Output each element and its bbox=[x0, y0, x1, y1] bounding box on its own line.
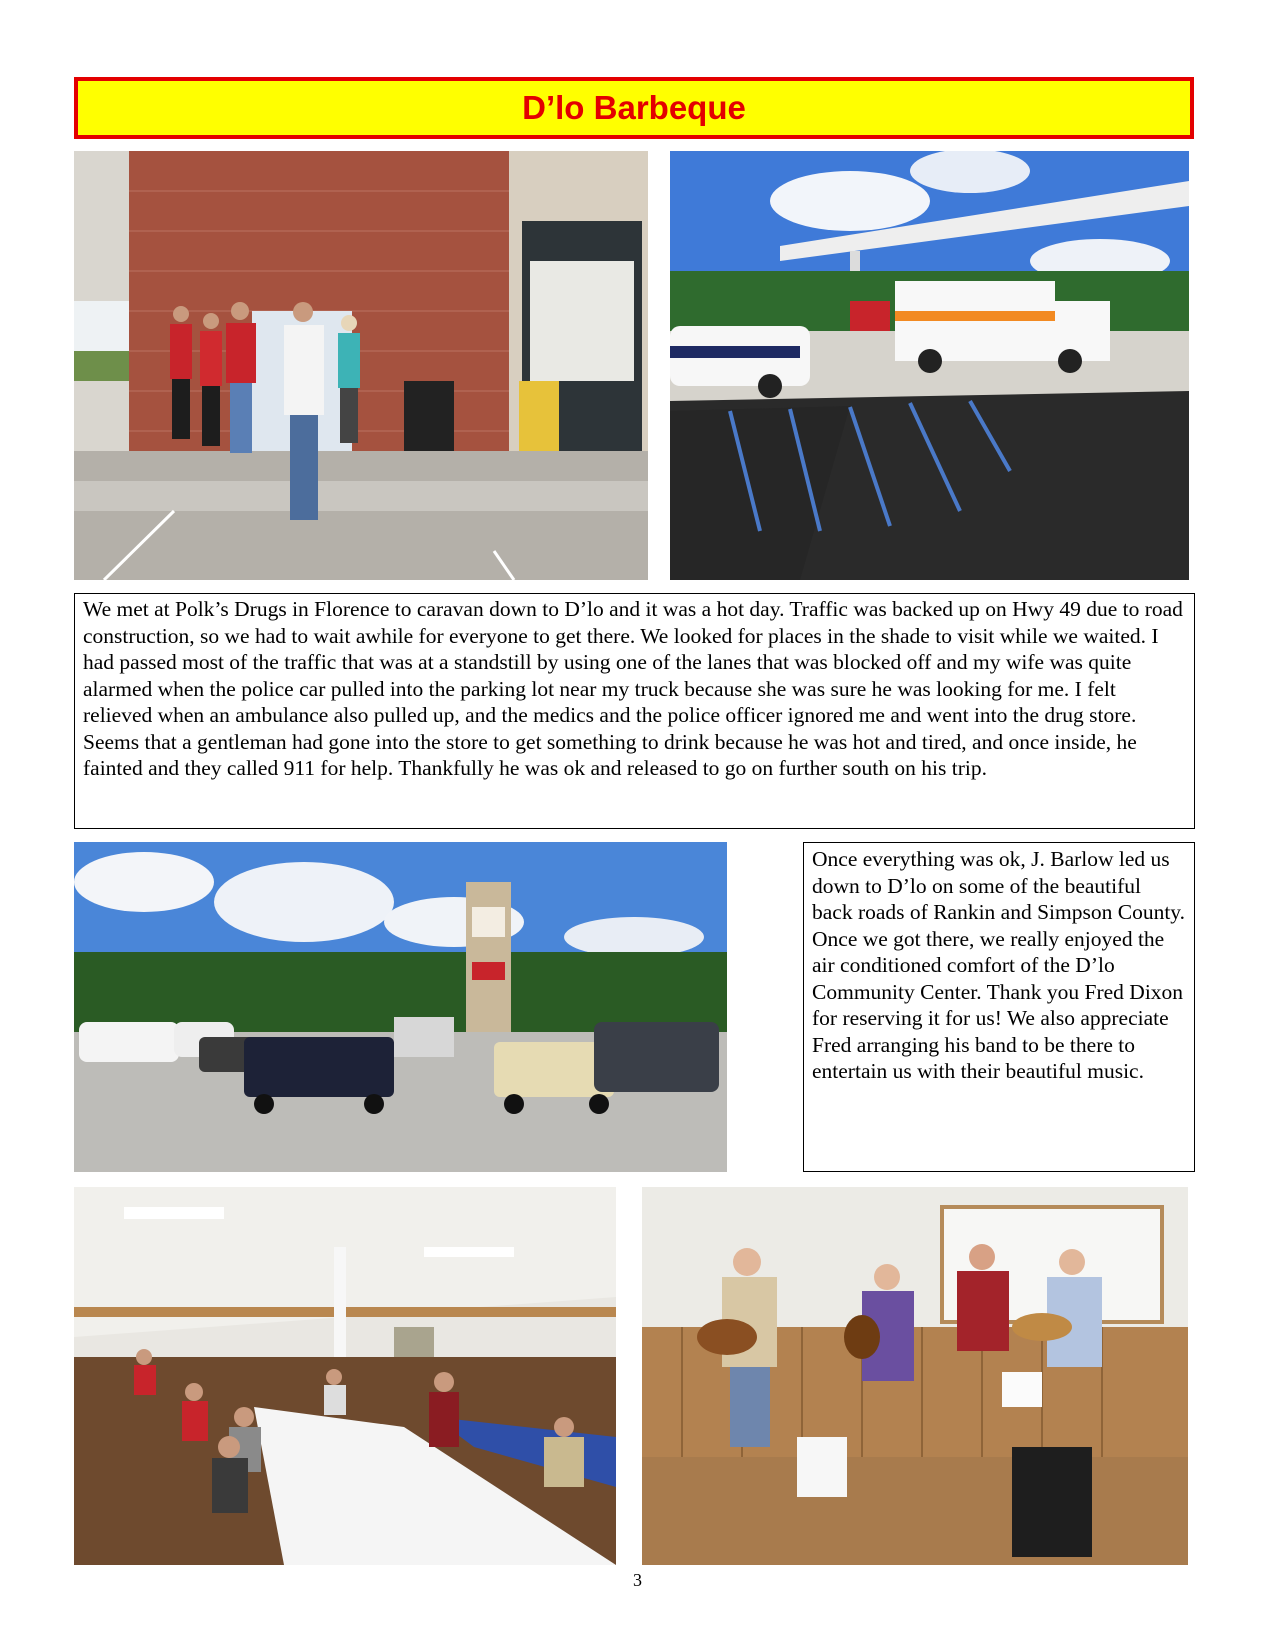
photo-band-playing bbox=[642, 1187, 1188, 1565]
page-title: D’lo Barbeque bbox=[522, 89, 746, 126]
side-note-box bbox=[803, 842, 1195, 1172]
side-note-paragraph: Once everything was ok, J. Barlow led us down to D’lo on some of the beautiful back roads of Rankin and Simpson County. Once we got there, we really enjoyed the air conditioned comfort of the D’lo Community Center. Thank you Fred Dixon for reserving it for us! We also appreciate Fred arranging his band to be there to entertain us with their beautiful music. bbox=[812, 847, 1186, 1083]
photo-police-and-ambulance bbox=[670, 151, 1189, 580]
photo-community-center-hall bbox=[74, 1187, 616, 1565]
story-text-box bbox=[74, 593, 1195, 829]
photo-classic-cars bbox=[74, 842, 727, 1172]
title-banner bbox=[74, 77, 1194, 139]
photo-group-at-drugstore bbox=[74, 151, 648, 580]
story-paragraph: We met at Polk’s Drugs in Florence to caravan down to D’lo and it was a hot day. Traffic was backed up on Hwy 49 due to road construction, so we had to wait awhile for everyone to get there. We looked for places in the shade to visit while we waited. I had passed most of the traffic that was at a standstill by using one of the lanes that was blocked off and my wife was quite alarmed when the police car pulled into the parking lot near my truck because she was sure he was looking for me. I felt relieved when an ambulance also pulled up, and the medics and the police officer ignored me and went into the drug store. Seems that a gentleman had gone into the store to get something to drink because he was hot and tired, and once inside, he fainted and they called 911 for help. Thankfully he was ok and released to go on further south on his trip. bbox=[83, 597, 1183, 780]
page-number: 3 bbox=[633, 1570, 642, 1590]
